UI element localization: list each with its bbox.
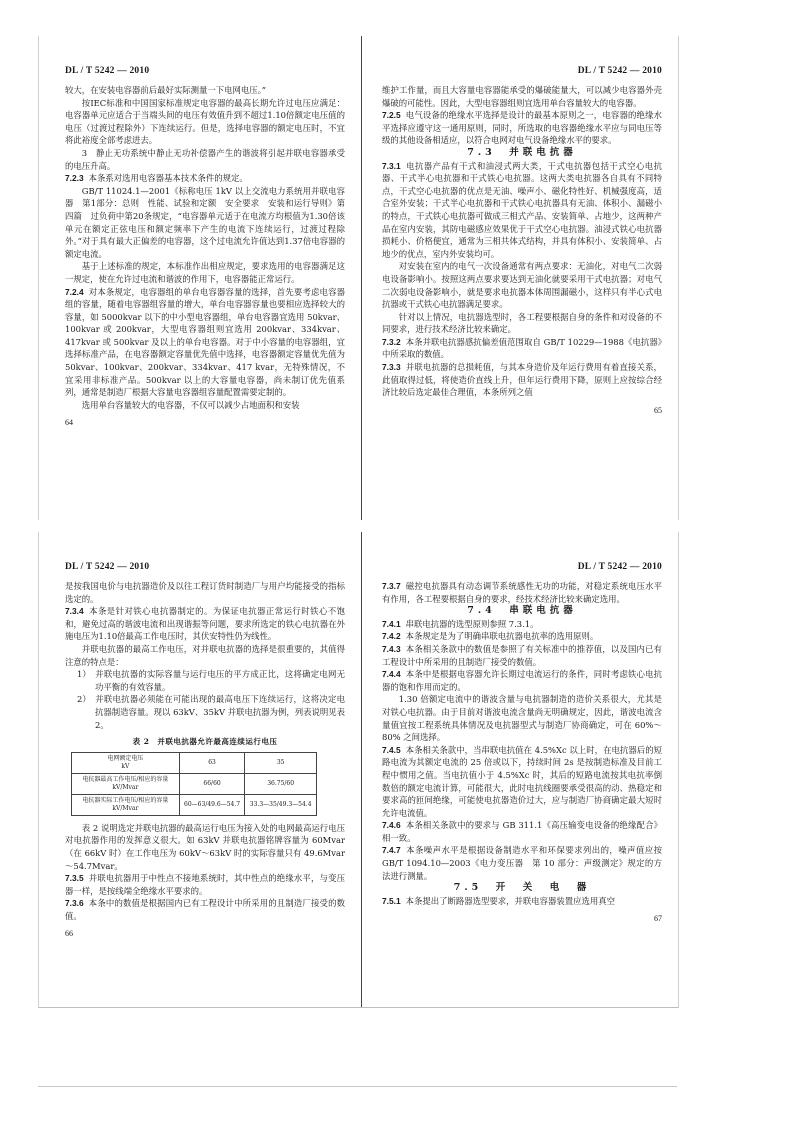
clause-paragraph — [65, 872, 345, 897]
clause-text: 对本条规定，电容器组的单台电容器容量的选择，首先要考虑电容器组的容量，随着电容器组容量的增大，单台电容器容量也要相应选择较大的容量，如 5000kvar 以下的中小型电容器组，单台电容器宜选用 50kvar、100kvar 或 200kvar，大型电容器组则宜选用 200kvar、334kvar、417kvar 或 500kvar 及以上的单台电容器。对于中小容量的电容器组，宜选择标准产品，在电容器额定容量优先值中选择，电容器额定容量优先值为 50kvar、100kvar、200kvar、334kvar、417 kvar，无特殊情况，不宜采用非标准产品。500kvar 以上的大容量电容器，尚未制订优先值系列，通常是制造厂根据大容量电容器组容量配置需要定制的。 — [65, 286, 345, 398]
section-title: 7.3 并联电抗器 — [467, 146, 577, 158]
table-cell: 66/60 — [179, 773, 245, 794]
paragraph: GB/T 11024.1—2001《标称电压 1kV 以上交流电力系统用并联电容器 第1部分：总则 性能、试验和定额 安全要求 安装和运行导则》第四篇 过负荷中第20条规定，“电容器单元适于在电流方均根值为1.30倍该单元在额定正弦电压和额定频率下产生的电流下连续运行，过渡过程除外。”对于具有最大正偏差的电容器，这个过电流允许值达到1.37倍电容器的额定电流。 — [65, 185, 345, 259]
running-header: DL / T 5242 — 2010 — [65, 562, 150, 572]
page-body — [382, 580, 662, 907]
table-row — [72, 773, 317, 794]
clause-paragraph — [382, 668, 662, 693]
list-item — [65, 693, 345, 731]
paragraph: 较大，在安装电容器前后最好实际测量一下电网电压。” — [65, 85, 267, 95]
paragraph: 是按我国电价与电抗器造价及以往工程订货时制造厂与用户均能接受的指标选定的。 — [65, 581, 345, 604]
paragraph: 选用单台容量较大的电容器，不仅可以减少占地面积和安装 — [81, 399, 300, 410]
clause-number: 7.4.2 — [382, 631, 401, 642]
paragraph: 对安装在室内的电气一次设备通常有两点要求：无油化，对电气二次弱电设备影响小。按照这两点要求要达到无油化就要采用干式电抗器；对电气二次弱电设备影响小，就是要求电抗器本体周围漏磁小，这样只有半心式电抗器或干式铁心电抗器满足要求。 — [382, 261, 662, 310]
list-text: 并联电抗器必须能在可能出现的最高电压下连续运行，这将决定电抗器制造容量。现以 63kV、35kV 并联电抗器为例，列表说明见表 2。 — [95, 694, 345, 730]
paragraph: 维护工作量，而且大容量电容器能承受的爆破能量大，可以减少电容器外壳爆破的可能性。因此，大型电容器组则宜选用单台容量较大的电容器。 — [382, 85, 662, 108]
clause-text: 本条系对选用电容器基本技术条件的规定。 — [88, 173, 248, 184]
clause-number: 7.4.7 — [382, 845, 401, 856]
clause-text: 本条规定是为了明确串联电抗器电抗率的选用原则。 — [405, 631, 599, 642]
clause-text: 并联电抗器用于中性点不接地系统时，其中性点的绝缘水平，与变压器一样，是按线端全绝缘水平要求的。 — [65, 873, 345, 896]
page-66 — [39, 532, 361, 1007]
spread-pages-66-67 — [38, 532, 679, 1008]
clause-number: 7.5.1 — [382, 895, 401, 906]
clause-number: 7.3.5 — [65, 873, 84, 884]
page-65 — [362, 36, 684, 520]
clause-paragraph — [65, 286, 345, 399]
clause-paragraph — [382, 580, 662, 605]
paragraph: 表 2 说明选定并联电抗器的最高运行电压为接入处的电网最高运行电压对电抗器作用的发挥意义很大。如 63kV 并联电抗器铭牌容量为 60Mvar（在 66kV 时）在工作电压为 60kV～63kV 时的实际容量只有 49.6Mvar～54.7Mvar。 — [65, 822, 345, 871]
clause-paragraph — [382, 643, 662, 668]
clause-number: 7.4.5 — [382, 744, 401, 755]
section-title: 7.4 串联电抗器 — [467, 605, 577, 617]
page-64 — [39, 36, 361, 520]
page-number: 65 — [654, 405, 662, 415]
clause-text: 电气设备的绝缘水平选择是设计的最基本原则之一，电容器的绝缘水平选择应遵守这一通用原则，同时，所选取的电容器绝缘水平应与同电压等级的其他设备相适应，以符合电网对电气设备绝缘水平的要求。 — [382, 110, 662, 146]
clause-paragraph — [382, 160, 662, 261]
clause-number: 7.3.7 — [382, 581, 401, 591]
clause-number: 7.4.1 — [382, 618, 401, 629]
page-body — [382, 84, 662, 399]
clause-paragraph — [382, 744, 662, 820]
clause-paragraph — [65, 172, 345, 185]
page-body — [65, 84, 345, 411]
clause-text: 串联电抗器的选型原则参照 7.3.1。 — [405, 618, 539, 629]
clause-text: 本条相关条款中，当串联电抗值在 4.5%Xc 以上时，在电抗器后的短路电流为其额定电流的 25 倍或以下，持续时间 2s 是按制造标准及目前工程中惯用之值。当电抗值小于 4.5%Xc 时，其后的短路电流按其电抗率倒数倍的额定电流计算，可能很大，此时电抗线圈要承受很高的动、热稳定和要求高的匝间绝缘，可能使电抗器造价过大，应与制造厂协商确定最大短时允许电流值。 — [382, 744, 662, 818]
table-row — [72, 752, 317, 773]
list-marker: 2） — [77, 694, 91, 705]
paragraph: 按IEC标准和中国国家标准规定电容器的最高长期允许过电压应满足：电容器单元应适合于当端头间的电压有效值升到不超过1.10倍额定电压值的电压（过渡过程除外）下连续运行。但是，选择电容器的额定电压时，不宜将此裕度全部考虑进去。 — [65, 97, 345, 146]
clause-text: 本条相关条款中的数值是参照了有关标准中的推荐值，以及国内已有工程设计中所采用的且制造厂接受的数值。 — [382, 643, 662, 667]
table-cell: 60—63/49.6—54.7 — [179, 794, 245, 815]
paragraph: 基于上述标准的规定，本标准作出相应规定，要求选用的电容器满足这一规定，使在允许过电流和谐波的作用下，电容器能正常运行。 — [65, 261, 345, 284]
table-2 — [71, 752, 317, 816]
clause-text: 本条提出了断路器选型要求，并联电容器装置应选用真空 — [405, 895, 616, 906]
clause-text: 本条中是根据电容器允许长期过电流运行的条件，同时考虑铁心电抗器的饱和作用而定的。 — [382, 669, 662, 692]
clause-paragraph — [382, 336, 662, 361]
table-cell: 63 — [179, 752, 245, 773]
table-cell: 33.3—35/49.3—54.4 — [245, 794, 317, 815]
clause-text: 并联电抗器的总损耗值，与其本身造价及年运行费用有着直接关系，此值取得过低，将使造价直线上升，但年运行费用下降，原则上应按综合经济比较后选定最佳合理值，本条所列之值 — [382, 362, 662, 398]
clause-paragraph — [382, 109, 662, 147]
clause-text: 本条并联电抗器感抗偏差值范围取自 GB/T 10229—1988《电抗器》中所采取的数值。 — [382, 336, 662, 360]
clause-text: 本条是针对铁心电抗器制定的。为保证电抗器正常运行时铁心不饱和，避免过高的谐波电流和出现谐振等问题，要求所选定的铁心电抗器在外施电压为1.10倍最高工作电压时，其伏安特性仍为线性。 — [65, 606, 345, 642]
paragraph: 3 静止无功系统中静止无功补偿器产生的谐波将引起并联电容器承受的电压升高。 — [65, 147, 345, 171]
clause-paragraph — [65, 897, 345, 922]
table-cell: 36.75/60 — [245, 773, 317, 794]
clause-number: 7.3.3 — [382, 362, 401, 373]
clause-number: 7.4.4 — [382, 669, 401, 680]
clause-paragraph — [65, 605, 345, 643]
clause-text: 本条噪声水平是根据设备制造水平和环保要求列出的，噪声值应按 GB/T 1094.10—2003《电力变压器 第 10 部分：声级测定》规定的方法进行测量。 — [382, 845, 662, 881]
running-header: DL / T 5242 — 2010 — [577, 562, 662, 572]
clause-text: 电抗器产品有干式和油浸式两大类，干式电抗器包括干式空心电抗器、干式半心电抗器和干式铁心电抗器。这两大类电抗器各自具有不同特点，干式空心电抗器的优点是无油、噪声小、磁化特性好、机械强度高，适合室外安装；干式半心电抗器和干式铁心电抗器具有无油、体积小、漏磁小的特点，干式铁心电抗器可做成三相式产品、安装简单、占地少，这两种产品在室内安装，其防电磁感应效果优于干式空心电抗器。油浸式铁心电抗器损耗小、价格便宜，通常为三相共体式结构，并具有体积小、安装简单、占地少的优点，室内外安装均可。 — [382, 160, 662, 259]
table-row-label: 电抗器最高工作电压/相应的容量 kV/Mvar — [72, 773, 180, 794]
page-67 — [362, 532, 684, 1007]
table-row — [72, 794, 317, 815]
clause-paragraph — [382, 630, 662, 643]
section-title: 7.5 开 关 电 器 — [453, 882, 591, 894]
clause-number: 7.2.3 — [65, 173, 84, 184]
clause-paragraph — [382, 819, 662, 844]
clause-number: 7.3.4 — [65, 606, 84, 617]
clause-number: 7.2.5 — [382, 110, 401, 121]
page-number: 66 — [65, 929, 73, 939]
clause-number: 7.3.6 — [65, 898, 84, 909]
clause-text: 磁控电抗器具有动态调节系统感性无功的功能，对稳定系统电压水平有作用，各工程要根据自身的要求，经技术经济比较来确定选用。 — [382, 581, 662, 604]
page-number: 64 — [65, 418, 73, 428]
paragraph: 并联电抗器的最高工作电压，对并联电抗器的选择是很重要的，其值得注意的特点是： — [65, 643, 345, 667]
clause-text: 本条中的数值是根据国内已有工程设计中所采用的且制造厂接受的数值。 — [65, 898, 345, 921]
clause-paragraph — [382, 895, 662, 908]
table-cell: 35 — [245, 752, 317, 773]
list-item — [65, 668, 345, 693]
running-header: DL / T 5242 — 2010 — [65, 66, 150, 76]
clause-number: 7.4.3 — [382, 643, 401, 654]
bottom-rule — [38, 1086, 677, 1087]
table-row-label: 电网额定电压 kV — [72, 752, 180, 773]
clause-number: 7.3.1 — [382, 160, 401, 171]
spread-pages-64-65 — [38, 36, 679, 520]
clause-paragraph — [382, 844, 662, 882]
paragraph: 1.30 倍额定电流中的谐波含量与电抗器制造的造价关系很大，尤其是对铁心电抗器。由于目前对谐波电流含量尚无明确规定，因此，谐波电流含量值宜按工程系统具体情况及电抗器型式与制造厂协商确定，可在 60%～80% 之间选择。 — [382, 694, 662, 743]
list-marker: 1） — [77, 669, 91, 680]
clause-text: 本条相关条款中的要求与 GB 311.1《高压输变电设备的绝缘配合》相一致。 — [382, 820, 662, 843]
table-caption: 表 2 并联电抗器允许最高连续运行电压 — [132, 737, 278, 747]
clause-number: 7.4.6 — [382, 820, 401, 831]
page-body — [65, 580, 345, 922]
running-header: DL / T 5242 — 2010 — [577, 66, 662, 76]
paragraph: 针对以上情况，电抗器选型时，各工程要根据自身的条件和对设备的不同要求，进行技术经济比较来确定。 — [382, 311, 662, 335]
clause-paragraph — [382, 361, 662, 399]
clause-number: 7.2.4 — [65, 286, 84, 297]
table-row-label: 电抗器实际工作电压/相应的容量 kV/Mvar — [72, 794, 180, 815]
page-number: 67 — [654, 914, 662, 924]
clause-paragraph — [382, 618, 662, 631]
clause-number: 7.3.2 — [382, 336, 401, 347]
list-text: 并联电抗器的实际容量与运行电压的平方成正比，这将确定电网无功平衡的有效容量。 — [95, 669, 345, 692]
